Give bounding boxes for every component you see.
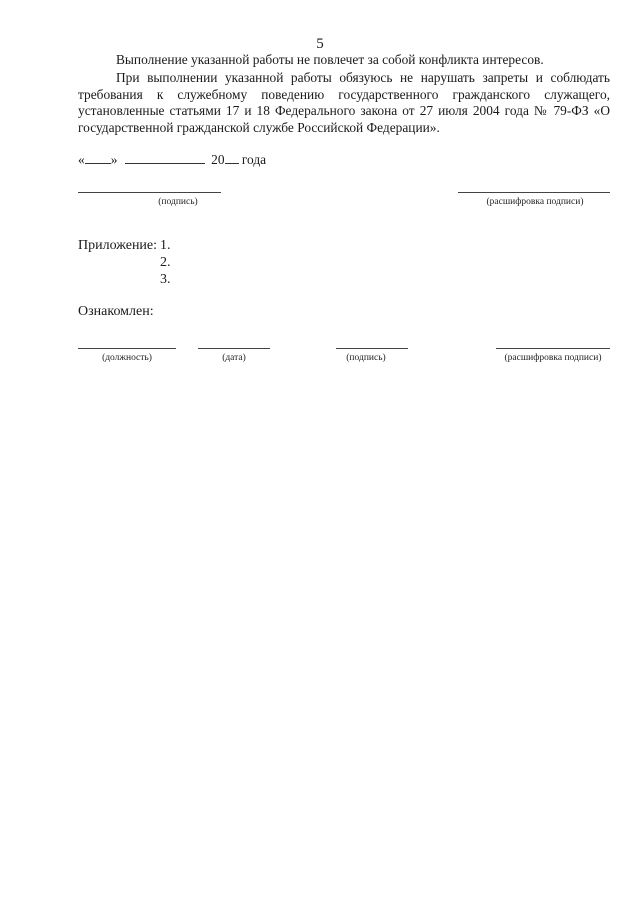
page-number: 5 <box>316 36 324 52</box>
acknowledgement-label: Ознакомлен: <box>78 304 154 319</box>
month-blank <box>125 151 205 164</box>
position-line <box>78 348 176 349</box>
day-blank <box>85 151 111 164</box>
attachment-item-2: 2. <box>160 255 171 270</box>
year-suffix: года <box>241 152 267 167</box>
date-caption: (дата) <box>222 353 246 363</box>
ack-decoding-line <box>496 348 610 349</box>
signature-decoding-line <box>458 192 610 193</box>
attachment-item-1: 1. <box>160 238 171 253</box>
ack-decoding-caption: (расшифровка подписи) <box>504 353 602 363</box>
position-caption: (должность) <box>102 353 152 363</box>
attachment-label: Приложение: <box>78 238 158 253</box>
paragraph-obligation: При выполнении указанной работы обязуюсь не нарушать запреты и соблюдать требования к служебному поведению государственного гражданского служащего, установленные статьями 17 и 18 Федерального закона от 27 июля 2004 года № 79-ФЗ «О государственной гражданской службе Российской Федерации». <box>78 70 610 135</box>
year-prefix: 20 <box>211 152 225 167</box>
date-line <box>78 151 266 168</box>
ack-signature-line <box>336 348 408 349</box>
attachment-item-3: 3. <box>160 272 171 287</box>
paragraph-no-conflict: Выполнение указанной работы не повлечет за собой конфликта интересов. <box>116 52 544 67</box>
date-close-quote: » <box>110 152 118 167</box>
year-blank <box>225 151 239 164</box>
signature-line <box>78 192 221 193</box>
date-sign-line <box>198 348 270 349</box>
signature-decoding-caption: (расшифровка подписи) <box>486 197 584 207</box>
ack-signature-caption: (подпись) <box>346 353 386 363</box>
date-open-quote: « <box>78 152 85 167</box>
signature-caption: (подпись) <box>158 197 198 207</box>
